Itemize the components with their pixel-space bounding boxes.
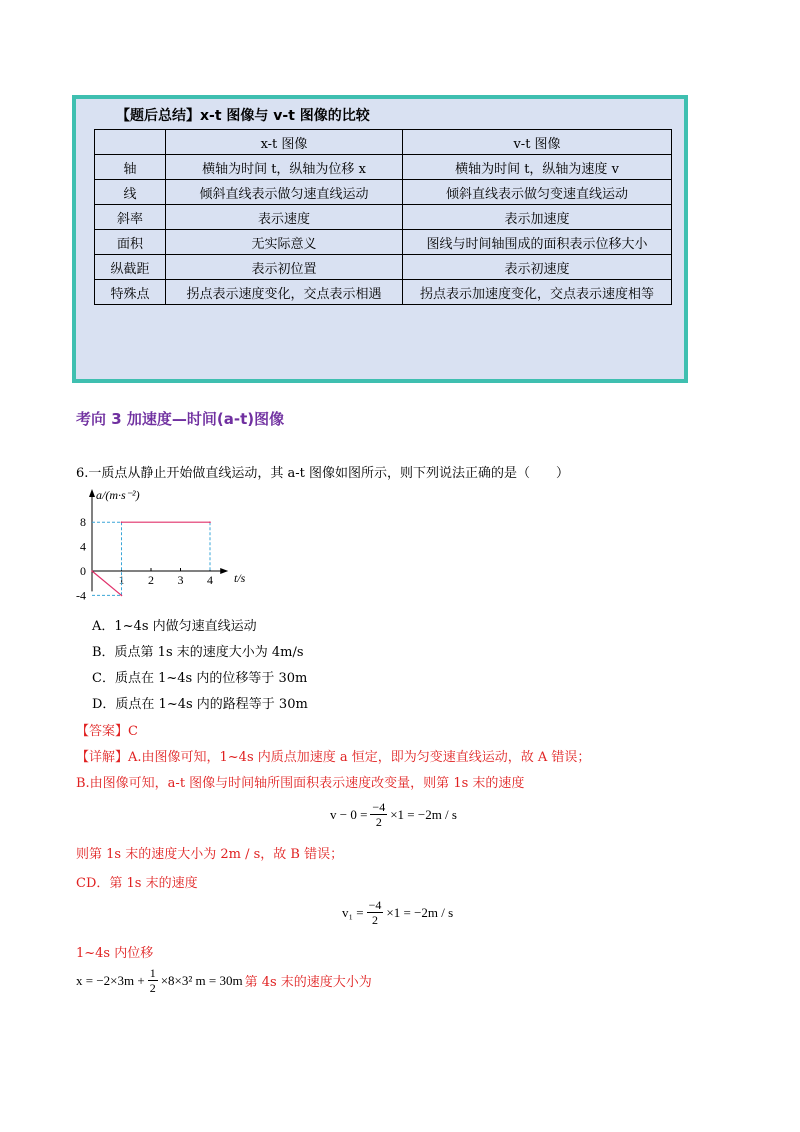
table-cell: 特殊点 bbox=[95, 280, 166, 305]
summary-title: 【题后总结】x-t 图像与 v-t 图像的比较 bbox=[116, 108, 370, 124]
x-tick-label: 2 bbox=[148, 573, 154, 587]
table-cell: 表示初位置 bbox=[166, 255, 403, 280]
series-line-1 bbox=[92, 571, 122, 595]
x-tick-label: 3 bbox=[177, 573, 184, 587]
option-a[interactable]: A．1~4s 内做匀速直线运动 bbox=[92, 619, 257, 634]
table-row bbox=[95, 230, 672, 255]
table-row bbox=[95, 180, 672, 205]
table-cell: 斜率 bbox=[95, 205, 166, 230]
a-t-graph bbox=[70, 483, 290, 608]
data-point bbox=[121, 595, 123, 597]
table-cell: 图线与时间轴围成的面积表示位移大小 bbox=[403, 230, 672, 255]
equation-2-fraction bbox=[367, 898, 384, 927]
table-cell: 拐点表示加速度变化，交点表示速度相等 bbox=[403, 280, 672, 305]
x-axis-arrow bbox=[220, 568, 228, 574]
y-axis-arrow bbox=[89, 489, 95, 497]
fraction-numerator: −4 bbox=[368, 898, 382, 912]
detail-line-3: 则第 1s 末的速度大小为 2m / s，故 B 错误； bbox=[76, 847, 344, 862]
question-text: 6.一质点从静止开始做直线运动，其 a-t 图像如图所示，则下列说法正确的是（ ） bbox=[76, 466, 570, 481]
data-point bbox=[209, 521, 211, 523]
table-row bbox=[95, 205, 672, 230]
table-cell: 表示加速度 bbox=[403, 205, 672, 230]
equation-3-fraction bbox=[148, 966, 158, 995]
option-c[interactable]: C．质点在 1~4s 内的位移等于 30m bbox=[92, 671, 308, 686]
summary-box bbox=[72, 95, 688, 383]
table-cell: 无实际意义 bbox=[166, 230, 403, 255]
answer-text: 【答案】C bbox=[76, 724, 138, 739]
table-row bbox=[95, 280, 672, 305]
fraction-numerator: 1 bbox=[149, 966, 156, 980]
table-cell: 表示初速度 bbox=[403, 255, 672, 280]
fraction-denominator: 2 bbox=[372, 913, 379, 927]
equation-2 bbox=[342, 898, 453, 927]
y-tick-label: 8 bbox=[80, 515, 86, 530]
table-cell: 面积 bbox=[95, 230, 166, 255]
y-tick-label: 4 bbox=[80, 539, 86, 554]
table-header-cell: x-t 图像 bbox=[166, 130, 403, 155]
y-axis-label: a/(m·s⁻²) bbox=[96, 488, 140, 502]
table-cell: 纵截距 bbox=[95, 255, 166, 280]
y-tick-label: -4 bbox=[76, 588, 86, 603]
table-header-row bbox=[95, 130, 672, 155]
table-cell: 横轴为时间 t，纵轴为速度 v bbox=[403, 155, 672, 180]
option-b[interactable]: B．质点第 1s 末的速度大小为 4m/s bbox=[92, 645, 304, 660]
table-cell: 线 bbox=[95, 180, 166, 205]
table-header-cell: v-t 图像 bbox=[403, 130, 672, 155]
table-cell: 表示速度 bbox=[166, 205, 403, 230]
fraction-numerator: −4 bbox=[372, 800, 386, 814]
table-cell: 倾斜直线表示做匀速直线运动 bbox=[166, 180, 403, 205]
table-cell: 倾斜直线表示做匀变速直线运动 bbox=[403, 180, 672, 205]
data-point bbox=[121, 521, 123, 523]
equation-1 bbox=[330, 800, 457, 829]
fraction-denominator: 2 bbox=[375, 815, 382, 829]
table-row bbox=[95, 255, 672, 280]
equation-2-left: v₁ = bbox=[342, 904, 364, 920]
fraction-denominator: 2 bbox=[149, 981, 156, 995]
graph-axes bbox=[76, 489, 228, 602]
data-point bbox=[91, 570, 93, 572]
equation-2-right: ×1 = −2m / s bbox=[386, 904, 454, 920]
detail-line-4: CD．第 1s 末的速度 bbox=[76, 876, 198, 891]
comparison-table bbox=[94, 129, 672, 305]
equation-1-fraction bbox=[370, 800, 387, 829]
equation-1-right: ×1 = −2m / s bbox=[390, 806, 457, 822]
equation-3-right: ×8×3² m = 30m bbox=[160, 972, 243, 988]
x-tick-label: 1 bbox=[118, 573, 125, 587]
equation-1-left: v − 0 = bbox=[330, 806, 368, 822]
detail-line-2: B.由图像可知，a-t 图像与时间轴所围面积表示速度改变量，则第 1s 末的速度 bbox=[76, 776, 525, 791]
options-list bbox=[92, 614, 308, 718]
detail-line-5: 1~4s 内位移 bbox=[76, 946, 154, 961]
table-row bbox=[95, 155, 672, 180]
y-tick-label: 0 bbox=[80, 564, 86, 578]
x-axis-label: t/s bbox=[234, 571, 246, 585]
equation-3-tail: 第 4s 末的速度大小为 bbox=[244, 975, 372, 990]
x-tick-label: 4 bbox=[207, 573, 213, 587]
table-header-cell bbox=[95, 130, 166, 155]
table-cell: 横轴为时间 t，纵轴为位移 x bbox=[166, 155, 403, 180]
table-cell: 拐点表示速度变化，交点表示相遇 bbox=[166, 280, 403, 305]
equation-3-left: x = −2×3m + bbox=[76, 972, 145, 988]
table-cell: 轴 bbox=[95, 155, 166, 180]
section-heading: 考向 3 加速度—时间(a-t)图像 bbox=[76, 410, 285, 428]
option-d[interactable]: D．质点在 1~4s 内的路程等于 30m bbox=[92, 697, 308, 712]
equation-3 bbox=[76, 966, 372, 995]
detail-line-1: 【详解】A.由图像可知，1~4s 内质点加速度 a 恒定，即为匀变速直线运动，故 A 错误； bbox=[76, 750, 591, 765]
